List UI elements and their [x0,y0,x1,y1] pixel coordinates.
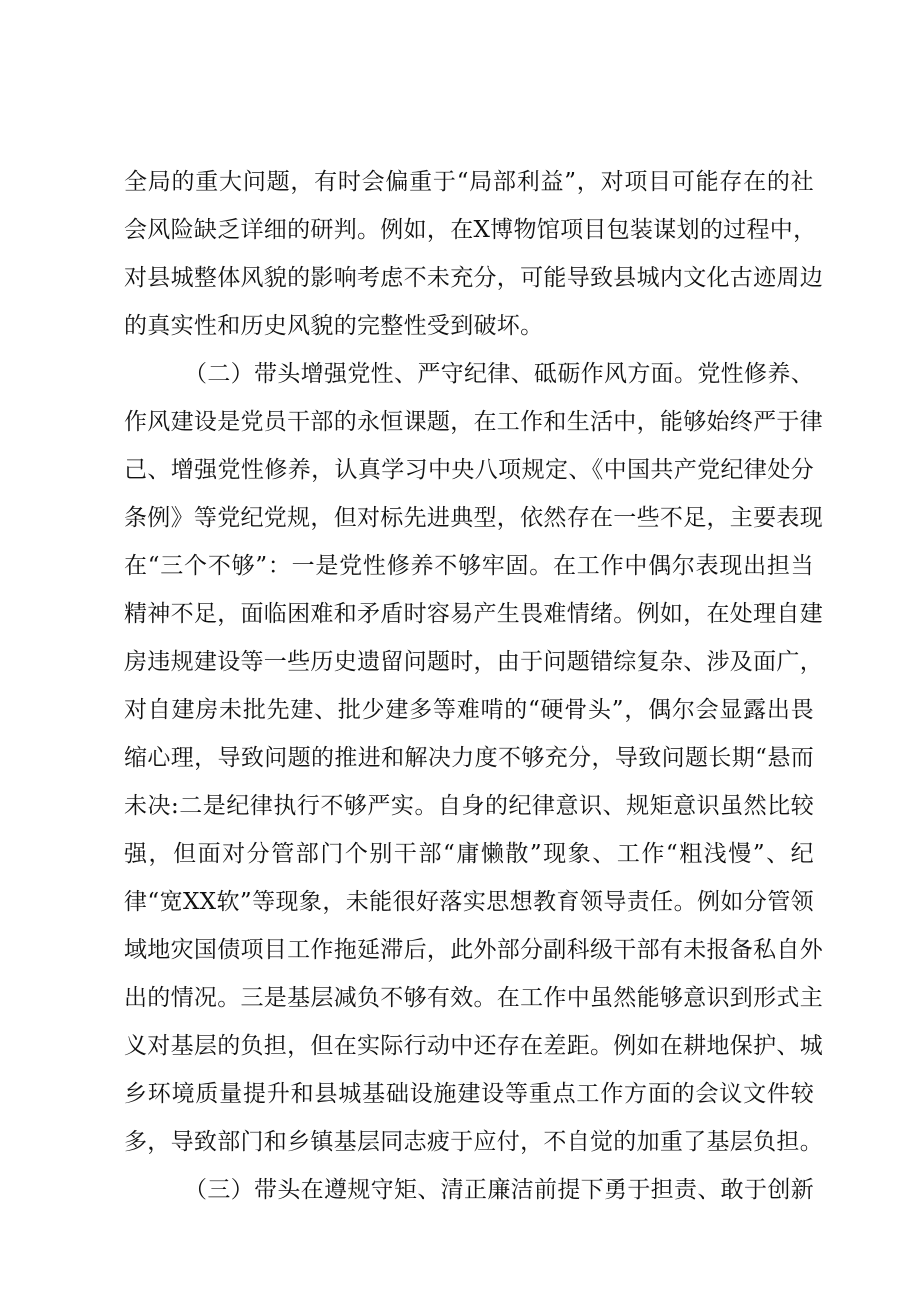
paragraph-line: 乡环境质量提升和县城基础设施建设等重点工作方面的会议文件较 [124,1081,814,1107]
section-heading-line: （二）带头增强党性、严守纪律、砥砺作风方面。党性修养、 [184,361,814,387]
paragraph-line: 缩心理，导致问题的推进和解决力度不够充分，导致问题长期“悬而 [124,745,814,771]
paragraph-line: 义对基层的负担，但在实际行动中还存在差距。例如在耕地保护、城 [124,1033,823,1059]
paragraph-line: 在“三个不够”：一是党性修养不够牢固。在工作中偶尔表现出担当 [124,553,814,579]
paragraph-line: 对自建房未批先建、批少建多等难啃的“硬骨头”，偶尔会显露出畏 [124,697,814,723]
paragraph-line: 强，但面对分管部门个别干部“庸懒散”现象、工作“粗浅慢”、纪 [124,841,814,867]
paragraph-line: 未决:二是纪律执行不够严实。自身的纪律意识、规矩意识虽然比较 [124,793,814,819]
paragraph-line: 的真实性和历史风貌的完整性受到破坏。 [124,313,544,339]
paragraph-line: 条例》等党纪党规，但对标先进典型，依然存在一些不足，主要表现 [124,505,823,531]
paragraph-line: 域地灾国债项目工作拖延滞后，此外部分副科级干部有未报备私自外 [124,937,823,963]
paragraph-line: 己、增强党性修养，认真学习中央八项规定、《中国共产党纪律处分 [124,457,814,483]
paragraph-line: 会风险缺乏详细的研判。例如，在X博物馆项目包装谋划的过程中， [124,217,817,243]
section-heading-line: （三）带头在遵规守矩、清正廉洁前提下勇于担责、敢于创新 [184,1177,814,1203]
paragraph-line: 对县城整体风貌的影响考虑不未充分，可能导致县城内文化古迹周边 [124,265,823,291]
paragraph-line: 精神不足，面临困难和矛盾时容易产生畏难情绪。例如，在处理自建 [124,601,823,627]
paragraph-line: 律“宽XX软”等现象，未能很好落实思想教育领导责任。例如分管领 [124,889,814,915]
paragraph-line: 全局的重大问题，有时会偏重于“局部利益”，对项目可能存在的社 [124,169,814,195]
paragraph-line: 多，导致部门和乡镇基层同志疲于应付，不自觉的加重了基层负担。 [124,1129,823,1155]
paragraph-line: 出的情况。三是基层减负不够有效。在工作中虽然能够意识到形式主 [124,985,823,1011]
paragraph-line: 作风建设是党员干部的永恒课题，在工作和生活中，能够始终严于律 [124,409,823,435]
paragraph-line: 房违规建设等一些历史遗留问题时，由于问题错综复杂、涉及面广， [124,649,823,675]
